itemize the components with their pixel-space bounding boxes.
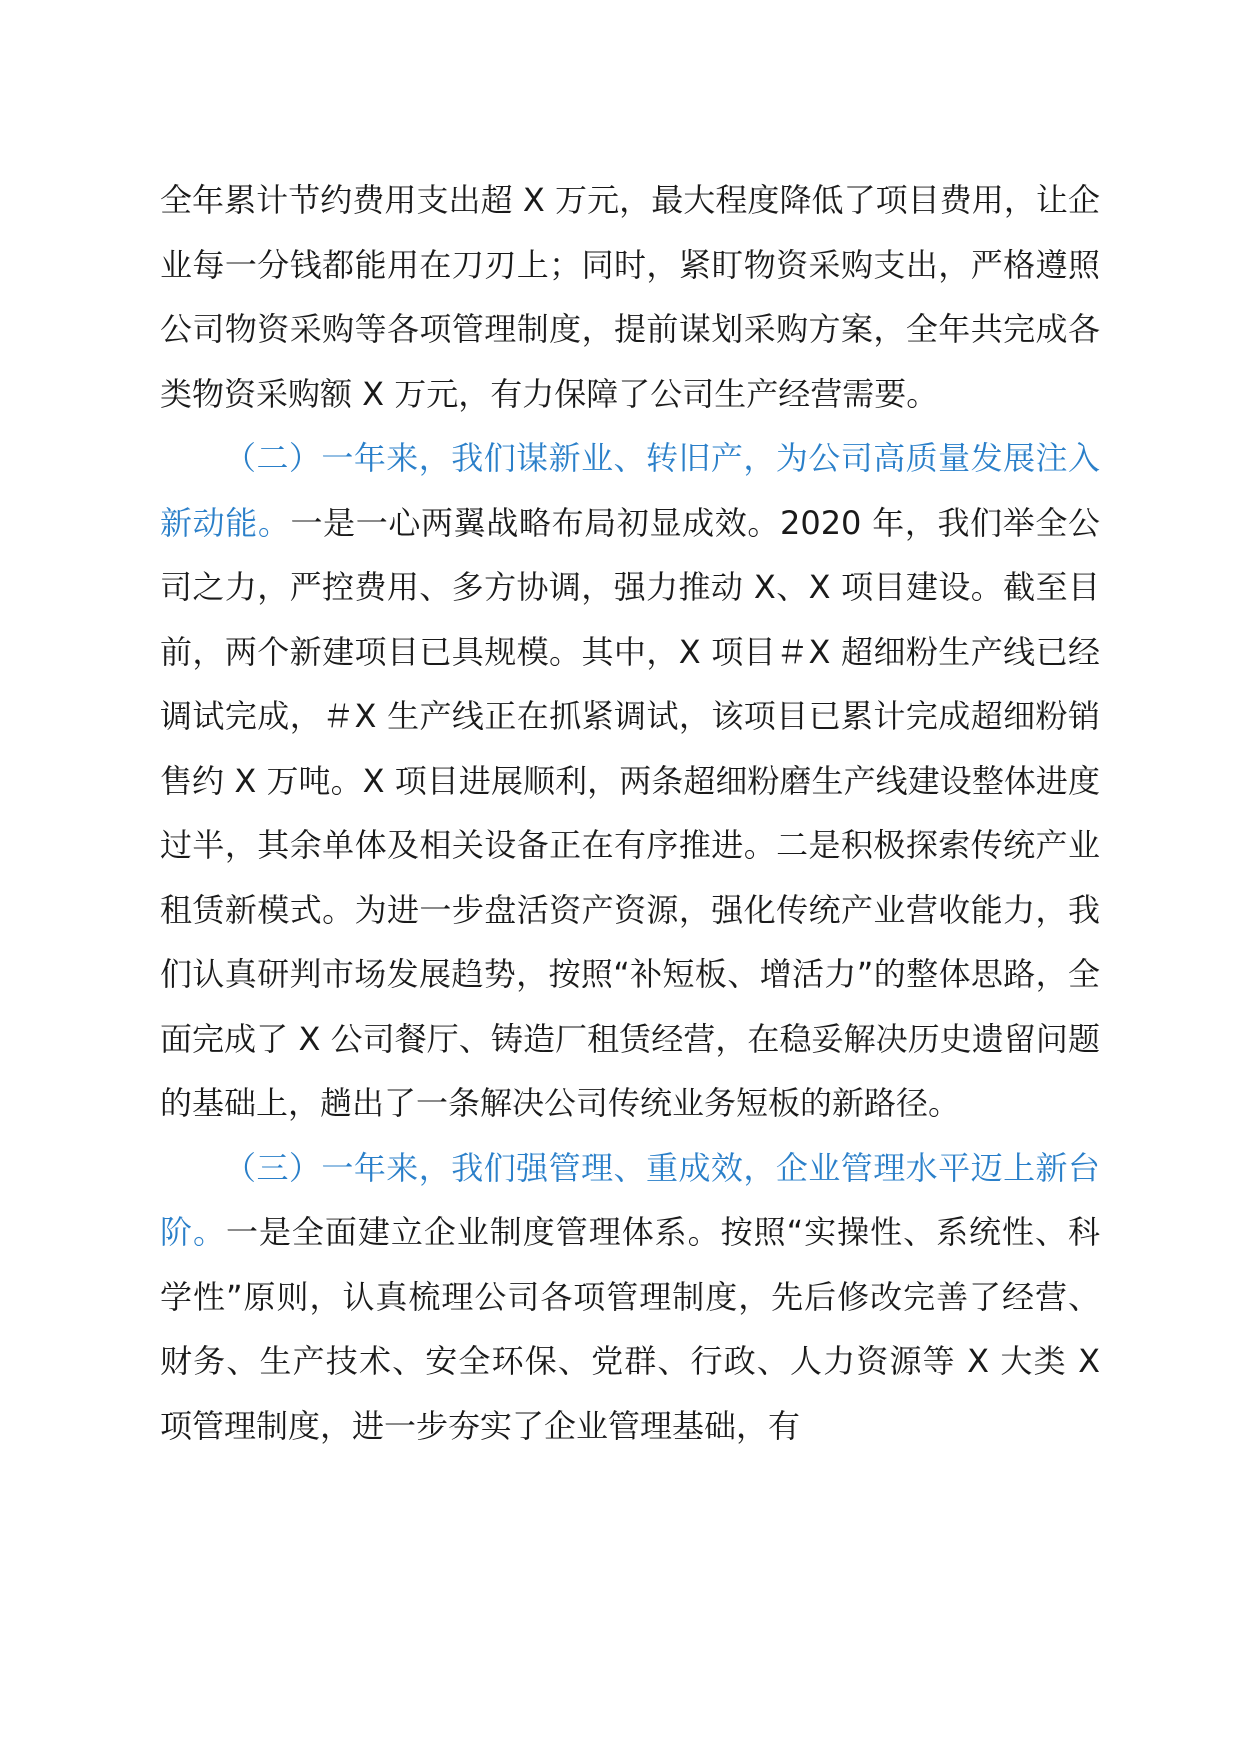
paragraph-1-body: 全年累计节约费用支出超 X 万元，最大程度降低了项目费用，让企业每一分钱都能用在刀刃上；同时，紧盯物资采购支出，严格遵照公司物资采购等各项管理制度，提前谋划采购方案，全年共完成各类物资采购额 X 万元，有力保障了公司生产经营需要。 [160,181,1100,413]
paragraph-3-body: 一是全面建立企业制度管理体系。按照“实操性、系统性、科学性”原则，认真梳理公司各项管理制度，先后修改完善了经营、财务、生产技术、安全环保、党群、行政、人力资源等 X 大类 X 项管理制度，进一步夯实了企业管理基础，有 [160,1213,1100,1445]
paragraph-1 [160,168,1100,426]
section-3-heading: （三）一年来，我们强管理、重成效，企业管理水平迈上新台阶。 [160,1148,1100,1251]
paragraph-2 [160,426,1100,1136]
document-body [160,168,1100,1458]
section-2-heading: （二）一年来，我们谋新业、转旧产，为公司高质量发展注入新动能。 [160,439,1100,542]
paragraph-3 [160,1136,1100,1459]
paragraph-2-body: 一是一心两翼战略布局初显成效。2020 年，我们举全公司之力，严控费用、多方协调，强力推动 X、X 项目建设。截至目前，两个新建项目已具规模。其中，X 项目＃X 超细粉生产线已经调试完成，＃X 生产线正在抓紧调试，该项目已累计完成超细粉销售约 X 万吨。X 项目进展顺利，两条超细粉磨生产线建设整体进度过半，其余单体及相关设备正在有序推进。二是积极探索传统产业租赁新模式。为进一步盘活资产资源，强化传统产业营收能力，我们认真研判市场发展趋势，按照“补短板、增活力”的整体思路，全面完成了 X 公司餐厅、铸造厂租赁经营，在稳妥解决历史遗留问题的基础上，趟出了一条解决公司传统业务短板的新路径。 [160,503,1100,1122]
